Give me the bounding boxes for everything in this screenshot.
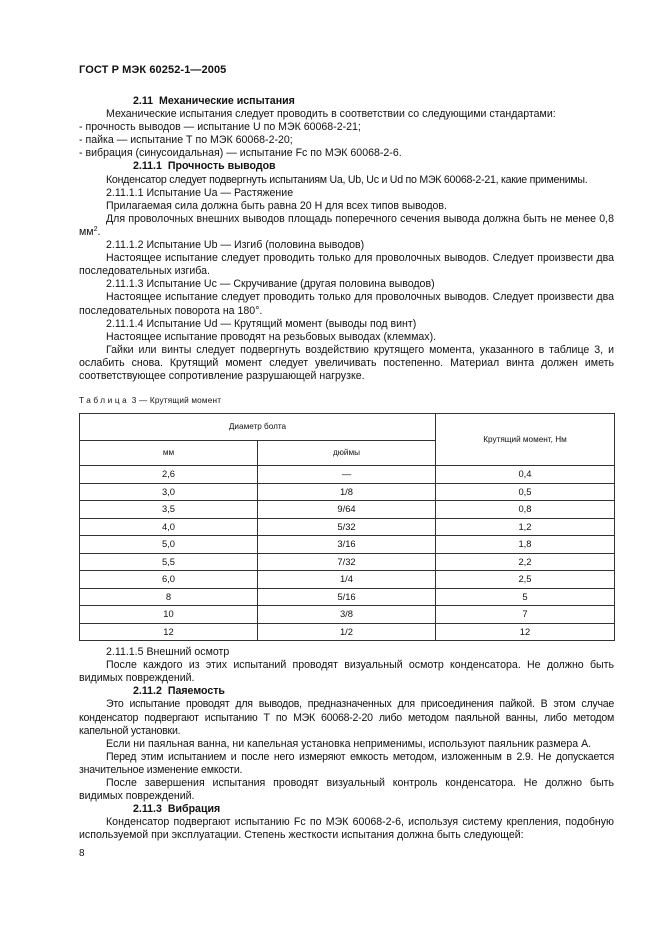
cell-inch: 3/16 [258,536,436,554]
cell-inch: 3/8 [258,606,436,624]
paragraph: После каждого из этих испытаний проводят визуальный осмотр конденсатора. Не должно быть видимых повреждений. [79,659,614,685]
cell-torque: 12 [436,623,615,641]
cell-mm: 5,5 [80,553,258,571]
list-item: - пайка — испытание Т по МЭК 60068-2-20; [79,134,293,147]
paragraph-end: . [97,225,101,238]
cell-mm: 8 [80,588,258,606]
superscript: 2 [93,225,98,233]
section-number: 2.11 [133,95,154,107]
section-number: 2.11.2 [133,685,162,698]
cell-inch: 1/2 [258,623,436,641]
table-row [80,536,615,554]
section-number: 2.11.3 [133,803,162,816]
paragraph: Гайки или винты следует подвергнуть воздействию крутящего момента, указанного в таблице 3, и ослабить снова. Крутящий момент следует увеличивать постепенно. Материал винта должен иметь соответствующее сопротивление разрушающей нагрузке. [79,343,614,382]
table-caption [79,396,614,406]
list-item: - вибрация (синусоидальная) — испытание Fc по МЭК 60068-2-6. [79,147,402,160]
cell-mm: 12 [80,623,258,641]
table-row [80,623,615,641]
cell-inch: 7/32 [258,553,436,571]
table-row [80,483,615,501]
cell-mm: 2,6 [80,466,258,484]
cell-torque: 0,8 [436,501,615,519]
paragraph: Конденсатор подвергают испытанию Fc по МЭК 60068-2-6, используя систему крепления, подобную используемой при эксплуатации. Степень жесткости испытания должна быть следующей: [79,816,614,842]
cell-torque: 0,4 [436,466,615,484]
cell-inch: 5/16 [258,588,436,606]
paragraph: Конденсатор следует подвергнуть испытаниям Ua, Ub, Uc и Ud по МЭК 60068-2-21, какие применимы. [106,173,588,186]
header-inch: дюймы [258,441,436,466]
cell-inch: 1/4 [258,571,436,589]
section-title: Механические испытания [159,95,295,107]
paragraph: Прилагаемая сила должна быть равна 20 Н для всех типов выводов. [106,199,447,212]
paragraph: Если ни паяльная ванна, ни капельная установка неприменимы, используют паяльник размера А. [106,737,592,750]
cell-mm: 6,0 [80,571,258,589]
cell-inch: 9/64 [258,501,436,519]
table-row [80,588,615,606]
table-row [80,518,615,536]
header-mm: мм [80,441,258,466]
subsection-heading: 2.11.1.5 Внешний осмотр [106,646,230,659]
cell-mm: 3,0 [80,483,258,501]
section-title: Прочность выводов [167,160,276,173]
cell-mm: 4,0 [80,518,258,536]
subsection-heading: 2.11.1.4 Испытание Ud — Крутящий момент (выводы под винт) [106,317,417,330]
table-row [80,606,615,624]
table-row [80,553,615,571]
header-torque: Крутящий момент, Нм [436,414,615,466]
cell-torque: 1,8 [436,536,615,554]
cell-torque: 1,2 [436,518,615,536]
paragraph: Это испытание проводят для выводов, предназначенных для присоединения пайкой. В этом случае конденсатор подвергают испытанию Т по МЭК 60068-2-20 либо методом паяльной ванны, либо методом капельной установки. [79,698,614,737]
table-caption-word: Таблица [79,396,130,406]
cell-inch: 5/32 [258,518,436,536]
cell-mm: 10 [80,606,258,624]
paragraph: После завершения испытания проводят визуальный контроль конденсатора. Не должно быть видимых повреждений. [79,777,614,803]
table-row [80,501,615,519]
paragraph: Перед этим испытанием и после него измеряют емкость методом, изложенным в 2.9. Не допускается значительное изменение емкости. [79,750,614,776]
paragraph [79,213,614,239]
document-header: ГОСТ Р МЭК 60252-1—2005 [79,64,227,76]
table-caption-text: 3 — Крутящий момент [131,396,222,406]
cell-torque: 7 [436,606,615,624]
header-diameter: Диаметр болта [80,414,436,441]
cell-torque: 5 [436,588,615,606]
paragraph-text: Для проволочных внешних выводов площадь поперечного сечения вывода должна быть не менее 0,8 мм [79,212,614,238]
table-row [80,466,615,484]
paragraph: Настоящее испытание проводят на резьбовых выводах (клеммах). [106,330,437,343]
subsection-heading: 2.11.1.3 Испытание Uc — Скручивание (другая половина выводов) [106,278,435,291]
paragraph: Механические испытания следует проводить в соответствии со следующими стандартами: [106,108,556,121]
page-body [79,95,614,842]
page-number: 8 [79,848,85,859]
section-2-11-1-heading [79,160,614,173]
section-2-11-3-heading [79,803,614,816]
cell-inch: — [258,466,436,484]
paragraph: Настоящее испытание следует проводить только для проволочных выводов. Следует произвести два последовательных поворота на 180°. [79,291,614,317]
paragraph: Настоящее испытание следует проводить только для проволочных выводов. Следует произвести два последовательных изгиба. [79,252,614,278]
section-title: Вибрация [167,803,221,816]
section-title: Паяемость [167,685,225,698]
subsection-heading: 2.11.1.1 Испытание Ua — Растяжение [106,186,294,199]
torque-table [79,413,615,641]
cell-torque: 0,5 [436,483,615,501]
table-row [80,571,615,589]
section-number: 2.11.1 [133,160,162,173]
cell-inch: 1/8 [258,483,436,501]
section-2-11-2-heading [79,685,614,698]
cell-mm: 5,0 [80,536,258,554]
cell-torque: 2,2 [436,553,615,571]
cell-mm: 3,5 [80,501,258,519]
list-item: - прочность выводов — испытание U по МЭК 60068-2-21; [79,121,361,134]
subsection-heading: 2.11.1.2 Испытание Ub — Изгиб (половина выводов) [106,239,365,252]
section-2-11-heading [79,95,614,108]
cell-torque: 2,5 [436,571,615,589]
